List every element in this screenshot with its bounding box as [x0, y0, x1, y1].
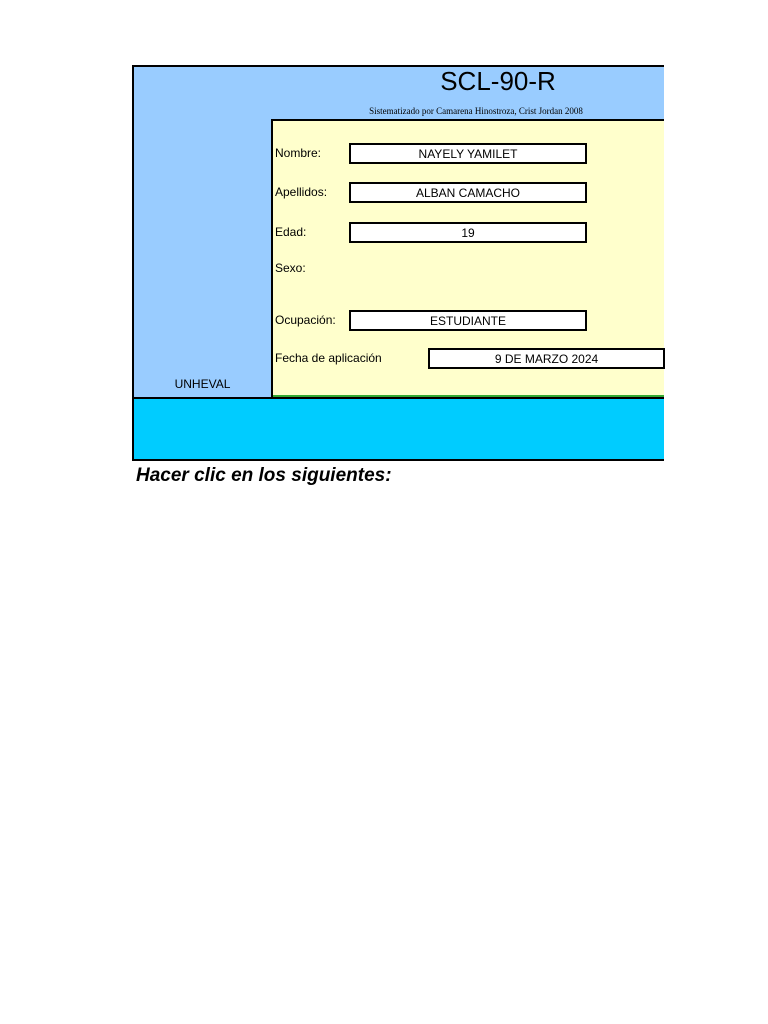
organization-label: UNHEVAL: [174, 377, 231, 391]
nombre-label: Nombre:: [275, 146, 322, 160]
page-title: SCL-90-R: [440, 66, 556, 96]
footer-bar: [134, 397, 664, 459]
fecha-label: Fecha de aplicación: [275, 351, 382, 365]
ocupacion-field[interactable]: [349, 310, 587, 331]
nombre-field[interactable]: [349, 143, 587, 164]
author-credit: Sistematizado por Camarena Hinostroza, Crist Jordan 2008: [369, 106, 583, 116]
apellidos-field[interactable]: [349, 182, 587, 203]
ocupacion-label: Ocupación:: [275, 313, 336, 327]
edad-field[interactable]: [349, 222, 587, 243]
sexo-label: Sexo:: [275, 261, 306, 275]
apellidos-label: Apellidos:: [275, 185, 328, 199]
fecha-field[interactable]: [428, 348, 665, 369]
instruction-text: Hacer clic en los siguientes:: [136, 465, 392, 486]
edad-label: Edad:: [275, 225, 307, 239]
